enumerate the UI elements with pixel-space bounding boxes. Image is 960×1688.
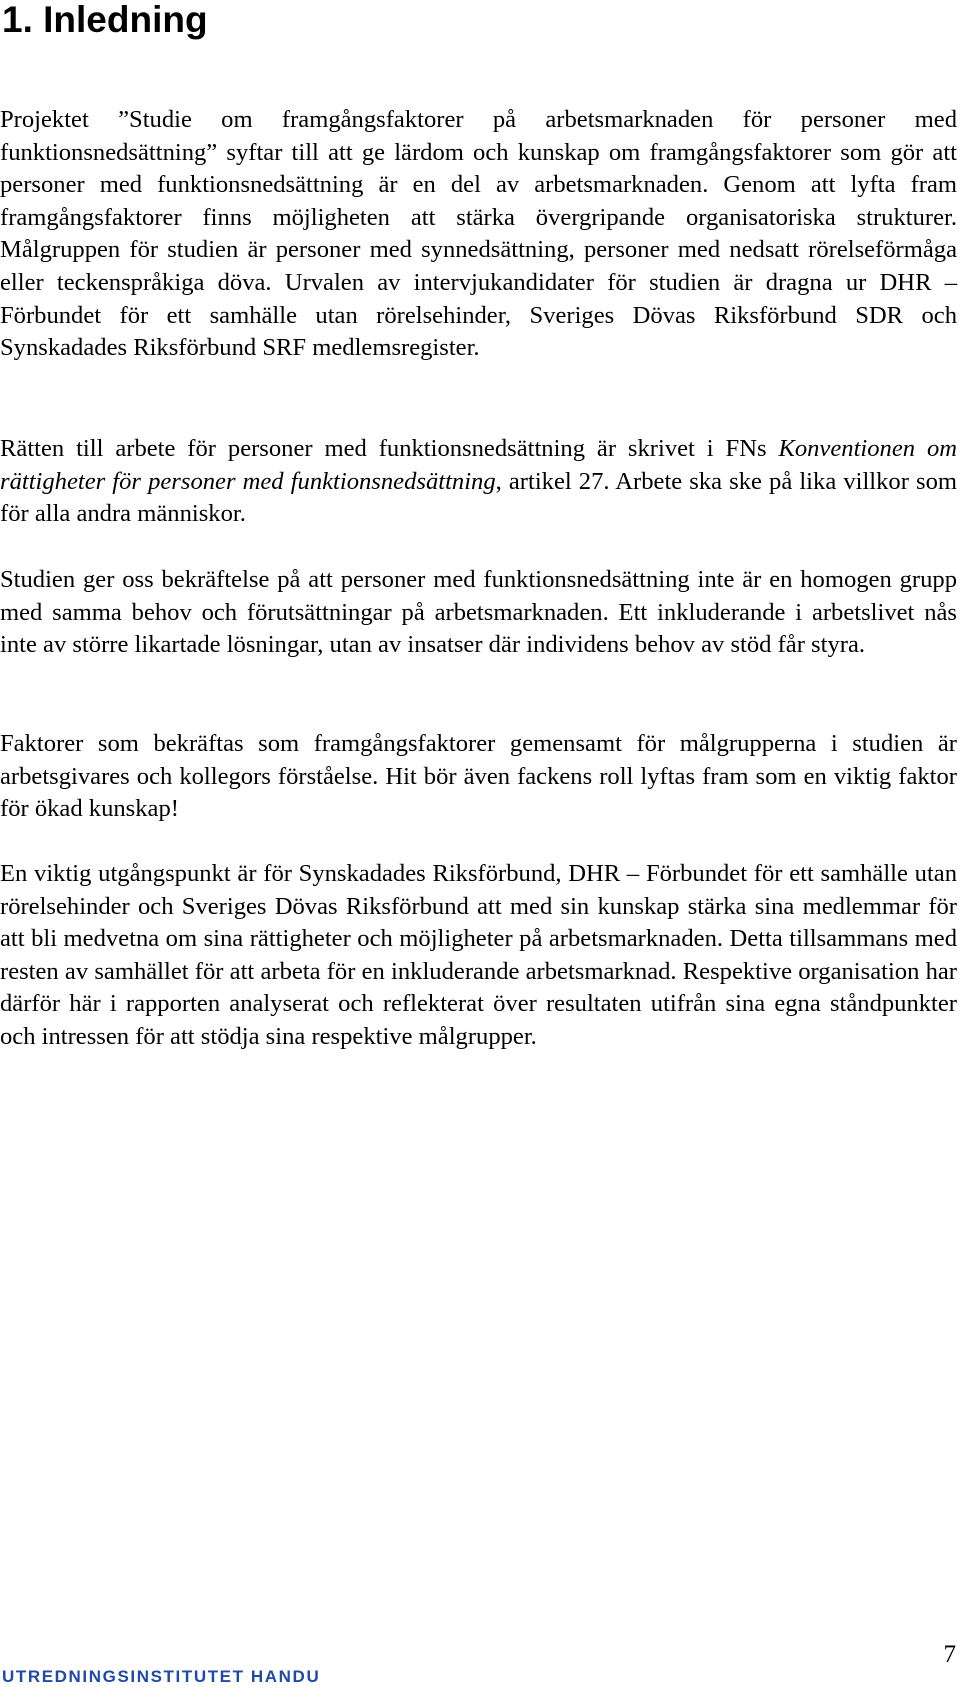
paragraph-rights-text-before: Rätten till arbete för personer med funktionsnedsättning är skrivet i FNs [0,435,779,462]
paragraph-rights [0,433,957,531]
footer-organization: UTREDNINGSINSTITUTET HANDU [2,1667,321,1686]
paragraph-intro: Projektet ”Studie om framgångsfaktorer på arbetsmarknaden för personer med funktionsnedsättning” syftar till att ge lärdom och kunskap om framgångsfaktorer som gör att personer med funktionsnedsättning är en del av arbetsmarknaden. Genom att lyfta fram framgångsfaktorer finns möjligheten att stärka övergripande organisatoriska strukturer. Målgruppen för studien är personer med synnedsättning, personer med nedsatt rörelseförmåga eller teckenspråkiga döva. Urvalen av intervjukandidater för studien är dragna ur DHR – Förbundet för ett samhälle utan rörelsehinder, Sveriges Dövas Riksförbund SDR och Synskadades Riksförbund SRF medlemsregister. [0,106,957,362]
page-number: 7 [943,1641,956,1668]
page-heading: 1. Inledning [2,0,208,40]
convention-title: Konventionen om rättigheter för personer med funktionsnedsättning [0,435,957,495]
paragraph-success-factors: Faktorer som bekräftas som framgångsfaktorer gemensamt för målgrupperna i studien är arbetsgivares och kollegors förståelse. Hit bör även fackens roll lyftas fram som en viktig faktor för ökad kunskap! [0,730,957,823]
paragraph-findings: Studien ger oss bekräftelse på att personer med funktionsnedsättning inte är en homogen grupp med samma behov och förutsättningar på arbetsmarknaden. Ett inkluderande i arbetslivet nås inte av större likartade lösningar, utan av insatser där individens behov av stöd får styra. [0,566,957,659]
paragraph-starting-point: En viktig utgångspunkt är för Synskadades Riksförbund, DHR – Förbundet för ett samhälle utan rörelsehinder och Sveriges Dövas Riksförbund att med sin kunskap stärka sina medlemmar för att bli medvetna om sina rättigheter och möjligheter på arbetsmarknaden. Detta tillsammans med resten av samhället för att arbeta för en inkluderande arbetsmarknad. Respektive organisation har därför här i rapporten analyserat och reflekterat över resultaten utifrån sina egna ståndpunkter och intressen för att stödja sina respektive målgrupper. [0,860,957,1050]
paragraph-rights-text-after: , artikel 27. Arbete ska ske på lika villkor som för alla andra människor. [0,467,957,528]
